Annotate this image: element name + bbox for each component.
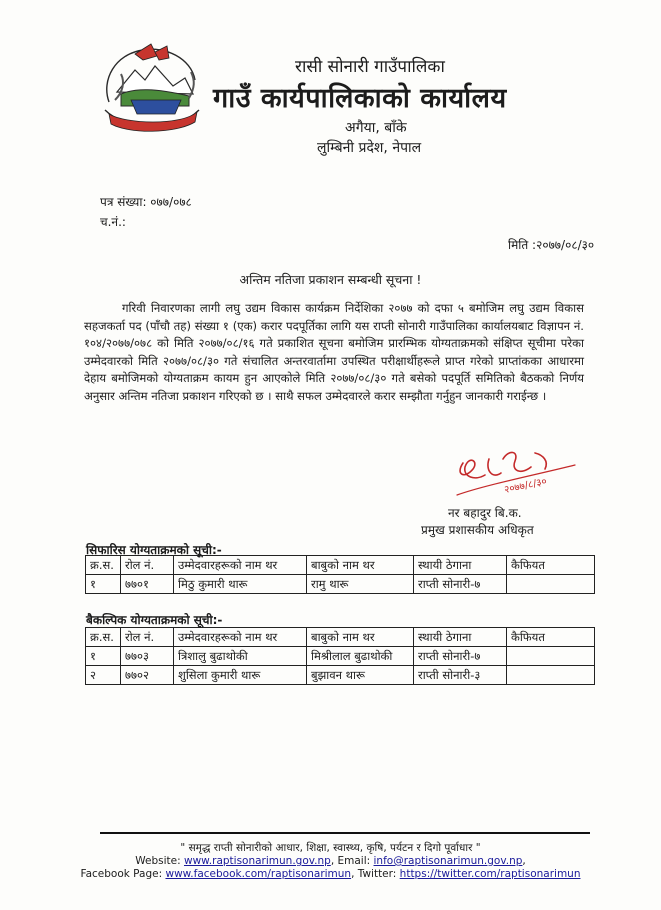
government-emblem-icon bbox=[95, 40, 207, 140]
letter-date: मिति :२०७७/०८/३० bbox=[508, 238, 595, 252]
recommended-table bbox=[85, 555, 595, 594]
address-line-1: अगैया, बाँके bbox=[345, 120, 407, 136]
alternate-table bbox=[85, 627, 595, 685]
email-label: , Email: bbox=[330, 855, 371, 867]
signatory-name: नर बहादुर बि.क. bbox=[448, 506, 522, 520]
cell-remarks bbox=[507, 666, 595, 685]
signatory-post: प्रमुख प्रशासकीय अधिकृत bbox=[421, 523, 534, 537]
col-remarks: कैफियत bbox=[507, 628, 595, 647]
twitter-link[interactable]: https://twitter.com/raptisonarimun bbox=[399, 868, 581, 880]
cell-candidate-name: शुसिला कुमारी थारू bbox=[174, 666, 307, 685]
table-row bbox=[86, 647, 595, 666]
table-row bbox=[86, 575, 595, 594]
cell-roll: ७७०१ bbox=[121, 575, 174, 594]
table-header-row bbox=[86, 556, 595, 575]
cell-serial: १ bbox=[86, 647, 121, 666]
footer-divider bbox=[100, 832, 590, 835]
notice-subject: अन्तिम नतिजा प्रकाशन सम्बन्धी सूचना ! bbox=[239, 272, 422, 287]
cell-address: राप्ती सोनारी-७ bbox=[414, 647, 507, 666]
email-tail: , bbox=[522, 855, 526, 867]
notice-body: गरिवी निवारणका लागी लघु उद्यम विकास कार्यक्रम निर्देशिका २०७७ को दफा ५ बमोजिम लघु उद्यम विकास सहजकर्ता पद (पाँचौ तह) संख्या १ (एक) करार पदपूर्तिका लागि यस राप्ती सोनारी गाउँपालिका कार्यालयबाट विज्ञापन नं. १०४/२०७७/०७८ को मिति २०७७/०८/१६ गते प्रकाशित सूचना बमोजिम प्रारम्भिक योग्यताक्रमको संक्षिप्त सूचीमा परेका उम्मेदवारको मिति २०७७/०८/३० गते संचालित अन्तरवार्तामा उपस्थित परीक्षार्थीहरूले प्राप्त गरेको प्राप्तांकका आधारमा देहाय बमोजिमको योग्यताक्रम कायम हुन आएकोले मिति २०७७/०८/३० गते बसेको पदपूर्ति समितिको बैठकको निर्णय अनुसार अन्तिम नतिजा प्रकाशन गरिएको छ । साथै सफल उम्मेदवारले करार सम्झौता गर्नुहुन जानकारी गराईन्छ । bbox=[84, 301, 584, 403]
col-father-name: बाबुको नाम थर bbox=[307, 628, 414, 647]
col-roll: रोल नं. bbox=[121, 628, 174, 647]
facebook-link[interactable]: www.facebook.com/raptisonarimun bbox=[165, 868, 352, 880]
twitter-label: , Twitter: bbox=[351, 868, 397, 880]
cell-remarks bbox=[507, 575, 595, 594]
cell-father-name: रामु थारू bbox=[307, 575, 414, 594]
website-label: Website: bbox=[135, 855, 181, 867]
col-remarks: कैफियत bbox=[507, 556, 595, 575]
cell-address: राप्ती सोनारी-३ bbox=[414, 666, 507, 685]
footer-social bbox=[0, 868, 661, 880]
col-father-name: बाबुको नाम थर bbox=[307, 556, 414, 575]
alternate-list-title: बैकल्पिक योग्यताक्रमको सूची:- bbox=[86, 613, 223, 627]
email-link[interactable]: info@raptisonarimun.gov.np bbox=[373, 855, 523, 867]
cell-father-name: बुझावन थारू bbox=[307, 666, 414, 685]
address-line-2: लुम्बिनी प्रदेश, नेपाल bbox=[317, 140, 422, 156]
recommended-list-title: सिफारिस योग्यताक्रमको सूची:- bbox=[86, 543, 222, 557]
municipality-name: रासी सोनारी गाउँपालिका bbox=[295, 57, 445, 77]
cell-address: राप्ती सोनारी-७ bbox=[414, 575, 507, 594]
signature-date: २०७७/८/३० bbox=[503, 476, 548, 496]
col-address: स्थायी ठेगाना bbox=[414, 628, 507, 647]
cell-serial: १ bbox=[86, 575, 121, 594]
office-title: गाउँ कार्यपालिकाको कार्यालय bbox=[213, 83, 507, 114]
website-link[interactable]: www.raptisonarimun.gov.np bbox=[183, 855, 331, 867]
table-row bbox=[86, 666, 595, 685]
signature-mark bbox=[445, 445, 585, 503]
col-candidate-name: उम्मेदवारहरूको नाम थर bbox=[174, 556, 307, 575]
col-address: स्थायी ठेगाना bbox=[414, 556, 507, 575]
cell-roll: ७७०३ bbox=[121, 647, 174, 666]
footer-motto: " समृद्ध राप्ती सोनारीको आधार, शिक्षा, स्वास्थ्य, कृषि, पर्यटन र दिगो पूर्वाधार " bbox=[180, 842, 481, 854]
cell-remarks bbox=[507, 647, 595, 666]
cell-candidate-name: त्रिशालु बुढाथोकी bbox=[174, 647, 307, 666]
dispatch-number: च.नं.: bbox=[100, 215, 126, 229]
table-header-row bbox=[86, 628, 595, 647]
cell-candidate-name: मिठु कुमारी थारू bbox=[174, 575, 307, 594]
letter-number: पत्र संख्या: ०७७/०७८ bbox=[100, 195, 192, 209]
footer-contact bbox=[0, 855, 661, 867]
col-serial: क्र.स. bbox=[86, 628, 121, 647]
cell-serial: २ bbox=[86, 666, 121, 685]
col-candidate-name: उम्मेदवारहरूको नाम थर bbox=[174, 628, 307, 647]
col-serial: क्र.स. bbox=[86, 556, 121, 575]
cell-roll: ७७०२ bbox=[121, 666, 174, 685]
col-roll: रोल नं. bbox=[121, 556, 174, 575]
cell-father-name: मिश्रीलाल बुढाथोकी bbox=[307, 647, 414, 666]
facebook-label: Facebook Page: bbox=[80, 868, 163, 880]
